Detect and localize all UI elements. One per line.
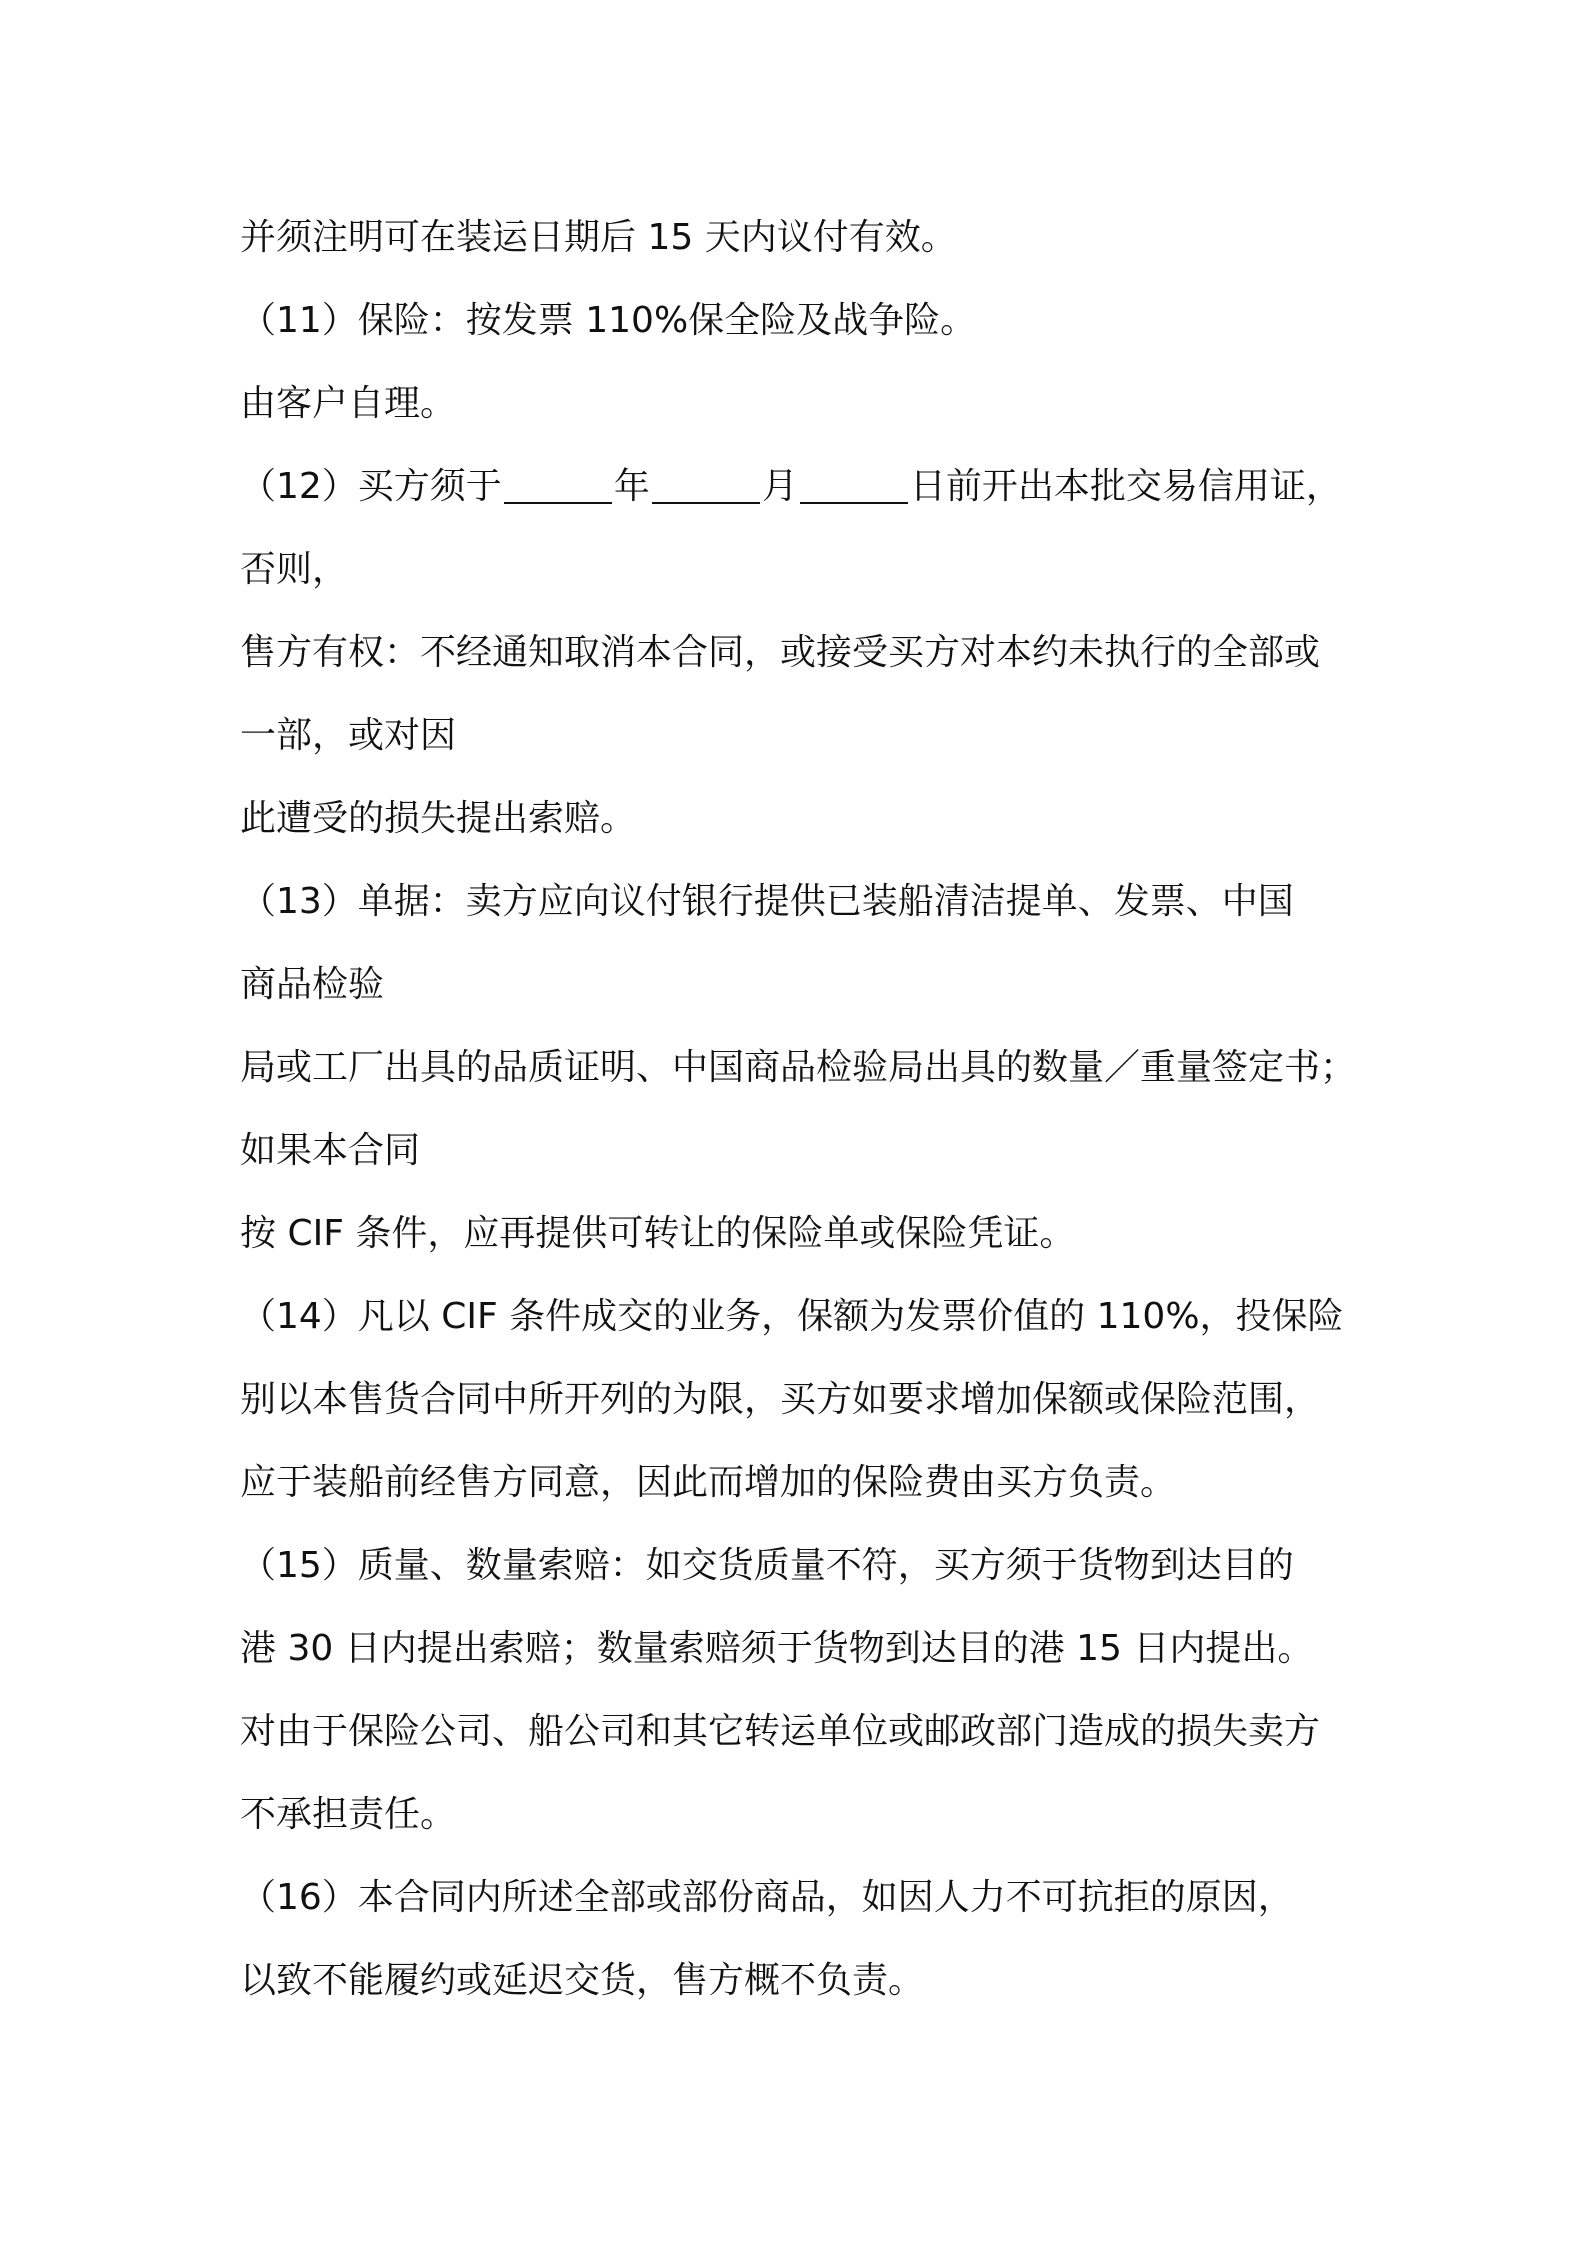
clause-12-suffix: 日前开出本批交易信用证，: [909, 466, 1342, 507]
text-line: 如果本合同: [240, 1130, 421, 1171]
clause-16: （16）本合同内所述全部或部份商品，如因人力不可抗拒的原因，: [240, 1877, 1294, 1918]
clause-12: [240, 445, 1370, 528]
clause-15: （15）质量、数量索赔：如交货质量不符，买方须于货物到达目的: [240, 1545, 1294, 1586]
contract-text: [240, 196, 1370, 2022]
clause-13: （13）单据：卖方应向议付银行提供已装船清洁提单、发票、中国: [240, 881, 1294, 922]
text-line: 一部，或对因: [240, 715, 457, 756]
month-label: 月: [761, 466, 798, 507]
day-blank: [800, 462, 908, 504]
clause-12-prefix: （12）买方须于: [240, 466, 502, 507]
text-line: 此遭受的损失提出索赔。: [240, 798, 637, 839]
year-label: 年: [613, 466, 650, 507]
text-line: 应于装船前经售方同意，因此而增加的保险费由买方负责。: [240, 1462, 1177, 1503]
text-line: 别以本售货合同中所开列的为限，买方如要求增加保额或保险范围，: [240, 1379, 1321, 1420]
text-line: 对由于保险公司、船公司和其它转运单位或邮政部门造成的损失卖方: [240, 1711, 1321, 1752]
text-line: 否则，: [240, 549, 349, 590]
year-blank: [504, 462, 612, 504]
text-line: 售方有权：不经通知取消本合同，或接受买方对本约未执行的全部或: [240, 632, 1321, 673]
text-line: 商品检验: [240, 964, 385, 1005]
text-line: 并须注明可在装运日期后 15 天内议付有效。: [240, 217, 957, 258]
text-line: 按 CIF 条件，应再提供可转让的保险单或保险凭证。: [240, 1213, 1076, 1254]
text-line: 不承担责任。: [240, 1794, 457, 1835]
month-blank: [652, 462, 760, 504]
clause-14: （14）凡以 CIF 条件成交的业务，保额为发票价值的 110%，投保险: [240, 1296, 1344, 1337]
text-line: 由客户自理。: [240, 383, 457, 424]
text-line: 以致不能履约或延迟交货，售方概不负责。: [240, 1960, 925, 2001]
text-line: 局或工厂出具的品质证明、中国商品检验局出具的数量／重量签定书；: [240, 1047, 1357, 1088]
clause-11: （11）保险：按发票 110%保全险及战争险。: [240, 300, 977, 341]
text-line: 港 30 日内提出索赔；数量索赔须于货物到达目的港 15 日内提出。: [240, 1628, 1314, 1669]
